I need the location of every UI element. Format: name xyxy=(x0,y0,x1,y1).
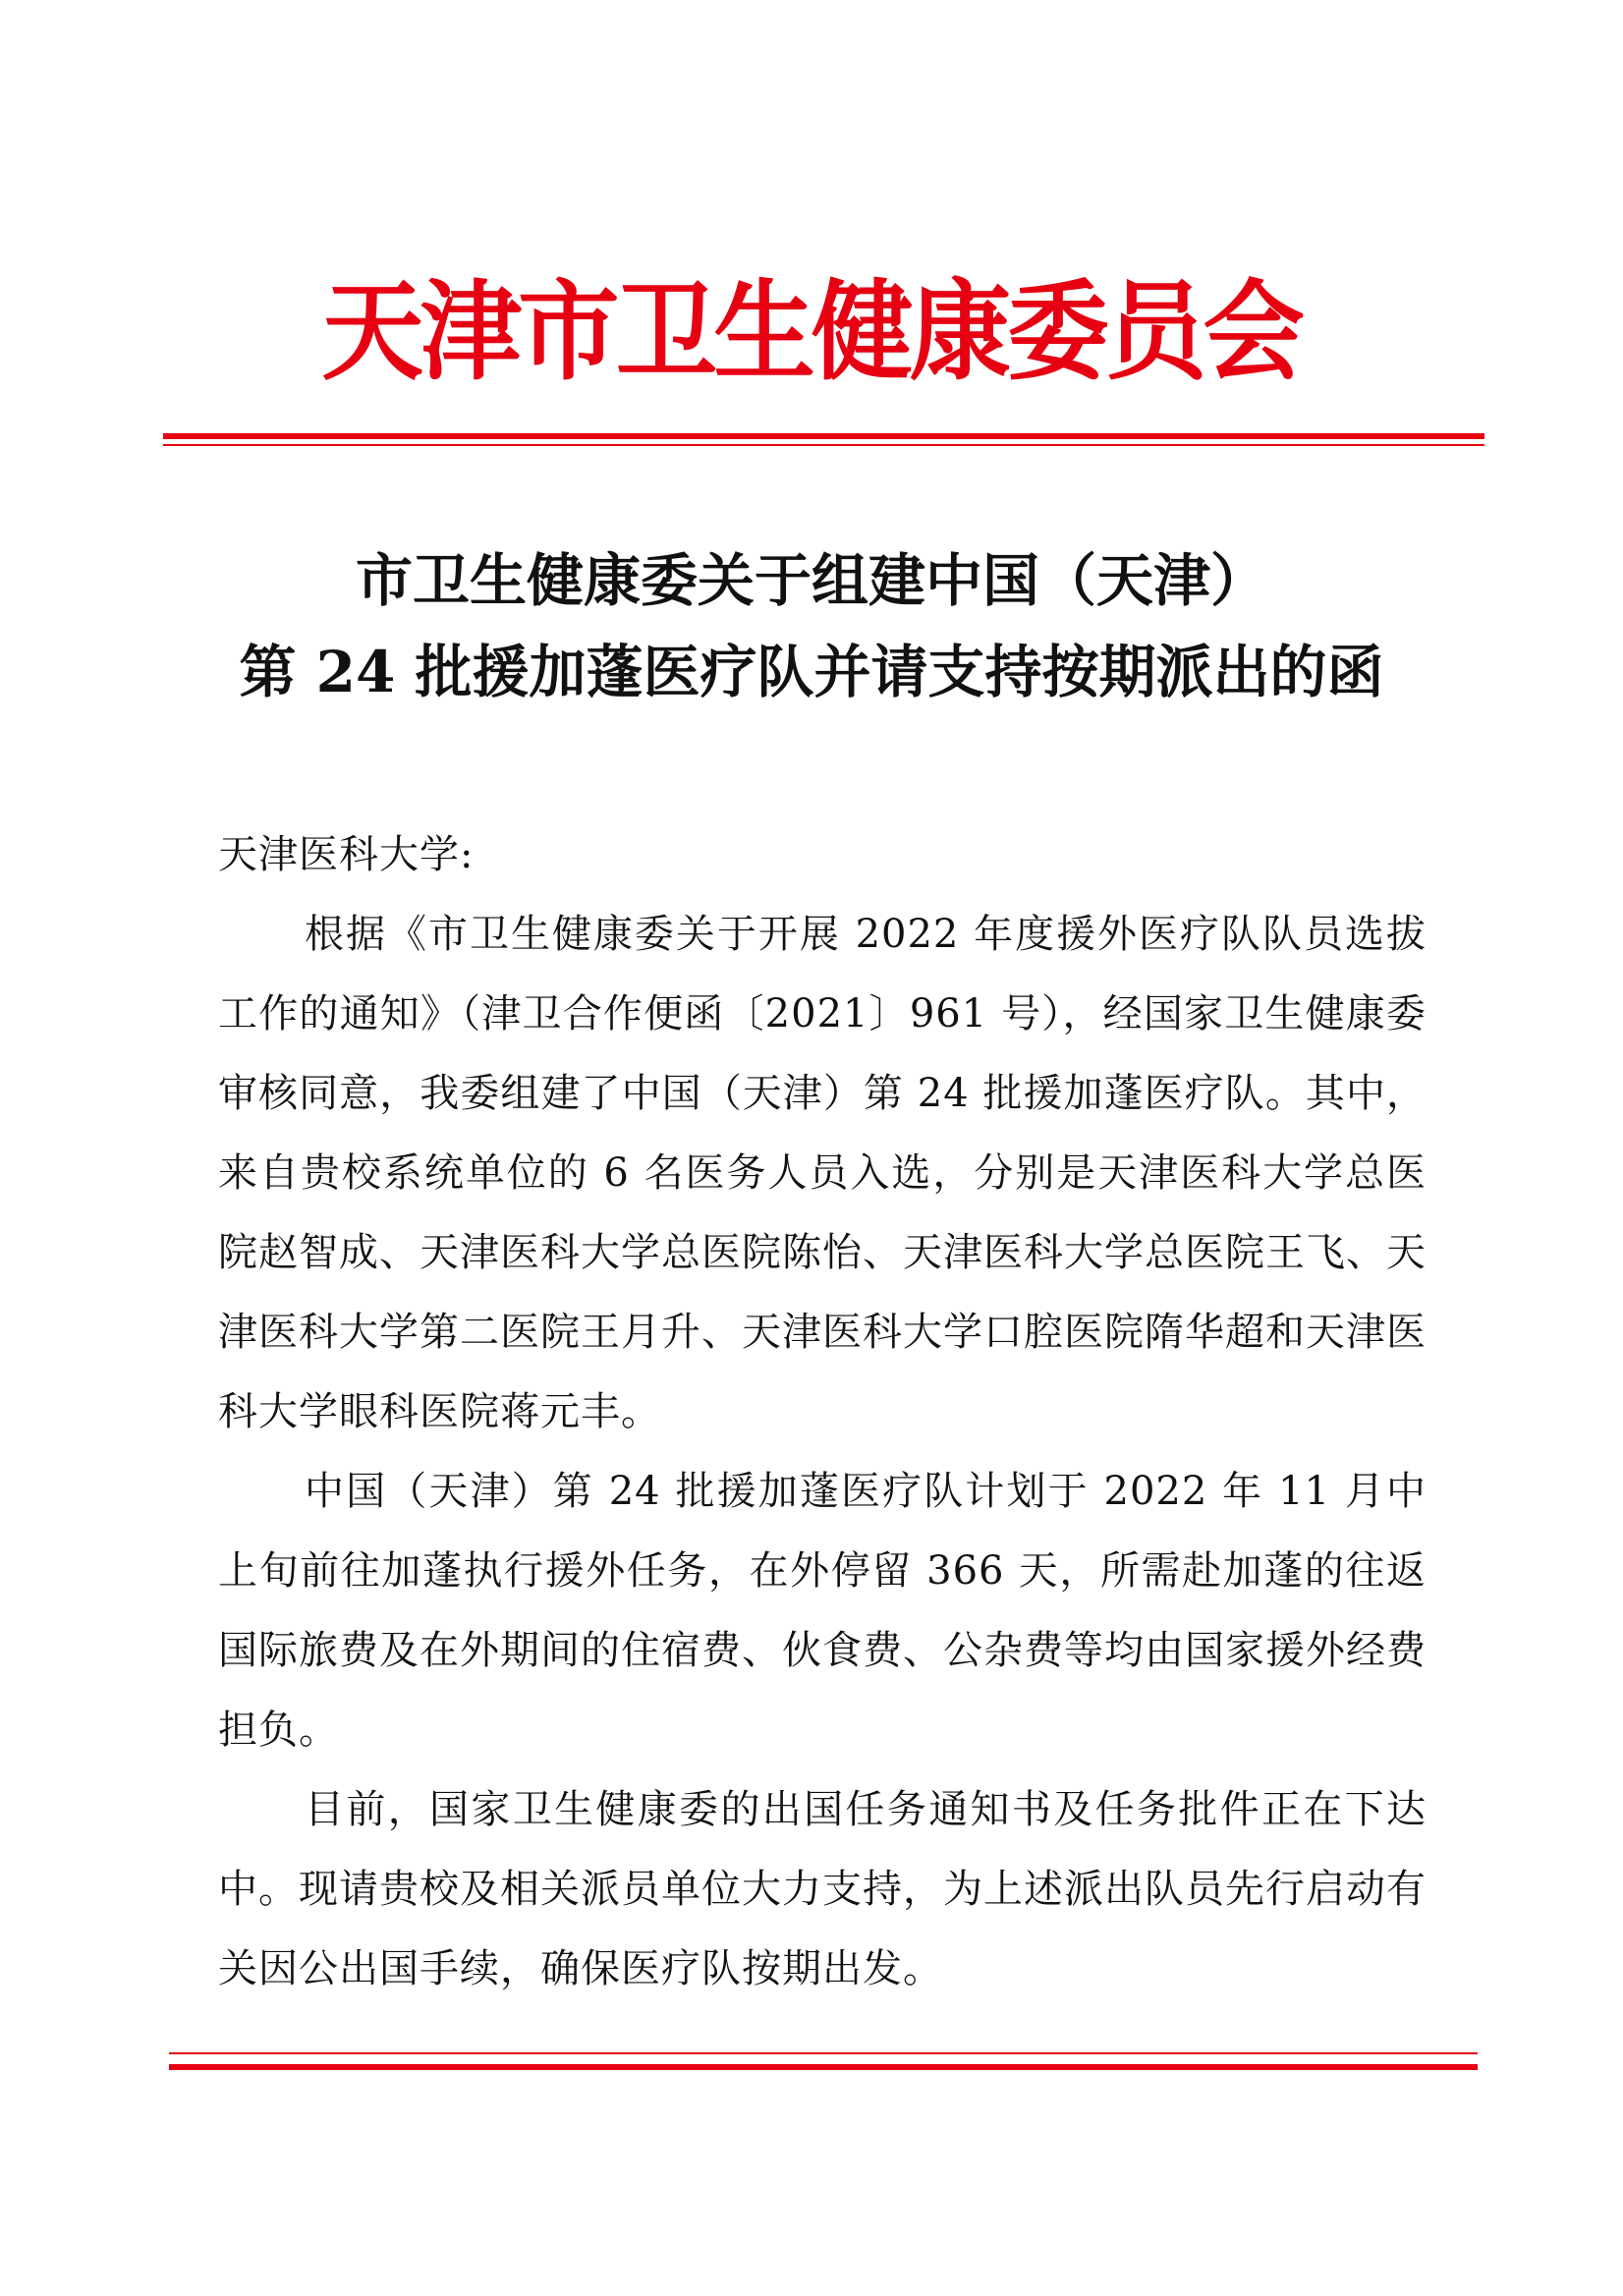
top-rule-thick-line xyxy=(163,433,1484,439)
paragraph-text: 根据《市卫生健康委关于开展 2022 年度援外医疗队队员选拔工作的通知》（津卫合作便函〔2021〕961 号），经国家卫生健康委审核同意，我委组建了中国（天津）第 24 批援加蓬医疗队。其中，来自贵校系统单位的 6 名医务人员入选，分别是天津医科大学总医院赵智成、天津医科大学总医院陈怡、天津医科大学总医院王飞、天津医科大学第二医院王月升、天津医科大学口腔医院隋华超和天津医科大学眼科医院蒋元丰。 xyxy=(218,912,1427,1434)
document-title-line-1: 市卫生健康委关于组建中国（天津） xyxy=(355,547,1267,614)
bottom-rule-thin-line xyxy=(169,2052,1478,2054)
body-paragraph-3 xyxy=(218,1770,1427,2009)
body-paragraph-1 xyxy=(218,895,1427,1452)
paragraph-text: 目前，国家卫生健康委的出国任务通知书及任务批件正在下达中。现请贵校及相关派员单位大力支持，为上述派出队员先行启动有关因公出国手续，确保医疗队按期出发。 xyxy=(218,1787,1427,1991)
top-rule-thin-line xyxy=(163,444,1484,446)
paragraph-text: 中国（天津）第 24 批援加蓬医疗队计划于 2022 年 11 月中上旬前往加蓬执行援外任务，在外停留 366 天，所需赴加蓬的往返国际旅费及在外期间的住宿费、伙食费、公杂费等均由国家援外经费担负。 xyxy=(218,1469,1427,1753)
bottom-rule-thick-line xyxy=(169,2064,1478,2070)
letterhead-organization-name: 天津市卫生健康委员会 xyxy=(321,269,1302,395)
document-title-line-2: 第 24 批援加蓬医疗队并请支持按期派出的函 xyxy=(239,639,1384,705)
salutation: 天津医科大学: xyxy=(218,832,475,877)
body-paragraph-2 xyxy=(218,1452,1427,1770)
